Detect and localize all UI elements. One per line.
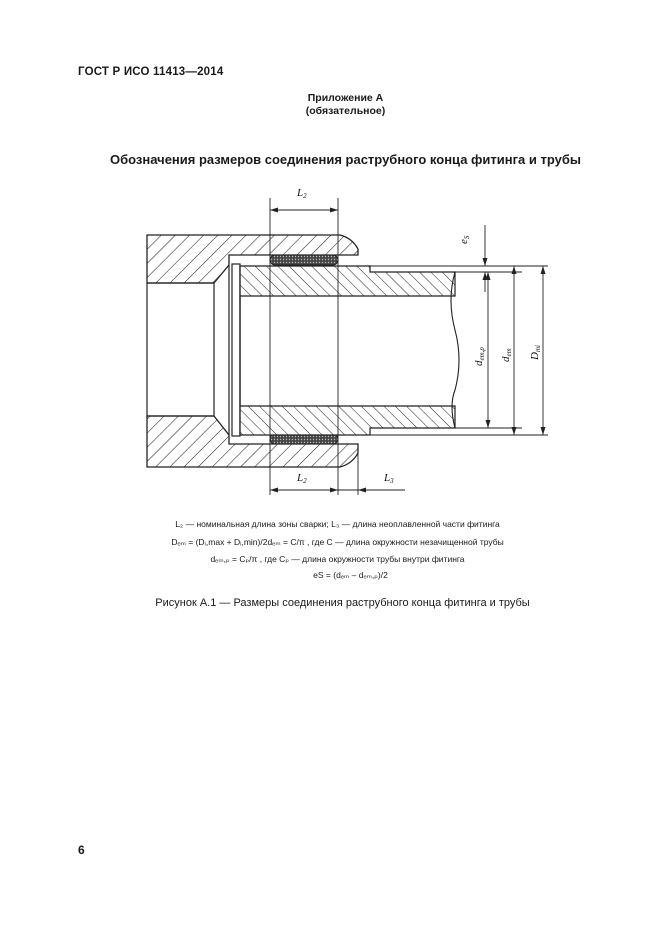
dim-label-L2-bottom: L2 bbox=[297, 472, 307, 485]
legend-line-4: eS = (dₑₘ – dₑₘ,ₚ)/2 bbox=[313, 570, 388, 580]
figure-caption: Рисунок А.1 — Размеры соединения раструбного конца фитинга и трубы bbox=[155, 597, 530, 609]
legend-line-1: L₂ — номинальная длина зоны сварки; L₃ — длина неоплавленной части фитинга bbox=[175, 519, 500, 529]
legend-line-3: dₑₘ,ₚ = Cₚ/π , где Cₚ — длина окружности трубы внутри фитинга bbox=[210, 554, 465, 564]
dim-label-Dmi: Dmi bbox=[529, 345, 542, 360]
legend-line-2: Dₑₘ = (Dᵢ,max + Dᵢ,min)/2dₑₘ = C/π , где C — длина окружности незачищенной трубы bbox=[171, 537, 504, 547]
section-title: Обозначения размеров соединения раструбного конца фитинга и трубы bbox=[110, 152, 581, 167]
annex-title: Приложение А bbox=[307, 92, 384, 104]
standard-header: ГОСТ Р ИСО 11413—2014 bbox=[78, 66, 224, 78]
dim-label-L2-top: L2 bbox=[297, 187, 307, 200]
page-number: 6 bbox=[78, 843, 85, 857]
pipe-wall-top bbox=[240, 266, 455, 296]
pipe-wall-bottom bbox=[240, 406, 455, 435]
annex-type: (обязательное) bbox=[305, 105, 386, 117]
dim-label-L3: L3 bbox=[384, 472, 394, 485]
dim-label-dem: dem bbox=[500, 348, 513, 362]
socket-joint-drawing bbox=[0, 180, 661, 510]
dim-label-dem-p: dem,p bbox=[473, 347, 486, 366]
dim-label-eS: eS bbox=[458, 235, 471, 244]
weld-zone-top bbox=[270, 255, 338, 265]
annex-heading bbox=[0, 92, 661, 118]
